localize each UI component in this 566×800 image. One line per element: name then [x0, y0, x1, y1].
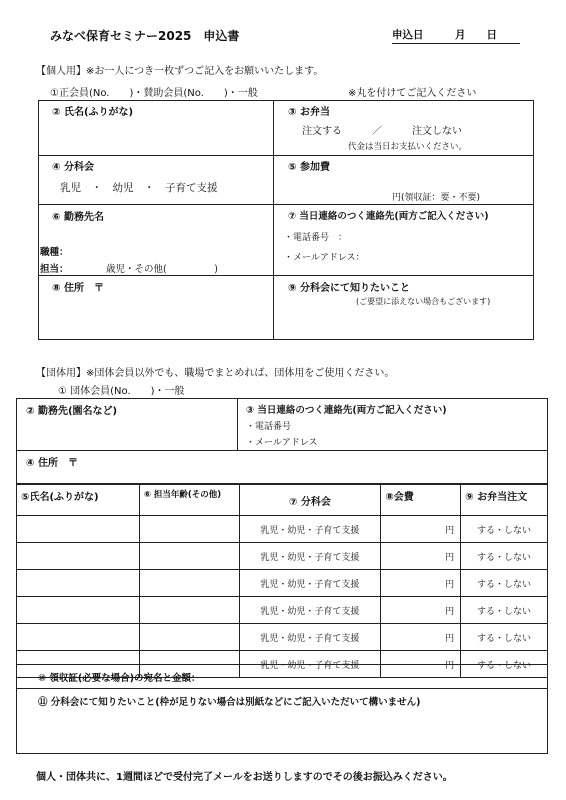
column-header-name: ⑤氏名(ふりがな)	[17, 485, 140, 516]
individual-wish-field[interactable]: ⑨ 分科会にて知りたいこと	[288, 283, 410, 294]
bento-cell[interactable]: する・しない	[461, 570, 548, 597]
group-workplace-field[interactable]: ② 勤務先(園名など)	[26, 406, 118, 417]
group-email-field[interactable]: ・メールアドレス	[246, 438, 318, 448]
bento-cell[interactable]: する・しない	[461, 597, 548, 624]
individual-section-title: 【個人用】※お一人につき一枚ずつご記入をお願いいたします。	[36, 66, 324, 77]
individual-bunkakai-label: ④ 分科会	[52, 162, 94, 173]
bento-cell[interactable]: する・しない	[461, 624, 548, 651]
age-cell[interactable]	[139, 624, 239, 651]
bunkakai-cell[interactable]: 乳児・幼児・子育て支援	[239, 543, 381, 570]
individual-charge-label: 担当：	[40, 264, 69, 275]
group-member-table	[16, 484, 548, 678]
individual-address-field[interactable]: ⑧ 住所 〒	[52, 283, 104, 294]
bunkakai-cell[interactable]: 乳児・幼児・子育て支援	[239, 570, 381, 597]
name-cell[interactable]	[17, 570, 140, 597]
fee-cell[interactable]: 円	[381, 543, 461, 570]
group-phone-field[interactable]: ・電話番号	[246, 422, 292, 432]
bunkakai-cell[interactable]: 乳児・幼児・子育て支援	[239, 516, 381, 543]
individual-member-note: ※丸を付けてご記入ください	[348, 88, 477, 99]
fee-cell[interactable]: 円	[381, 570, 461, 597]
column-header-bento: ⑨ お弁当注文	[461, 485, 548, 516]
individual-contact-label: ⑦ 当日連絡のつく連絡先(両方ご記入ください)	[288, 211, 489, 222]
table-row	[17, 597, 548, 624]
name-cell[interactable]	[17, 597, 140, 624]
table-row	[17, 570, 548, 597]
table-row	[17, 516, 548, 543]
column-header-fee: ⑧会費	[381, 485, 461, 516]
table-row	[17, 624, 548, 651]
individual-workplace-field[interactable]: ⑥ 勤務先名	[52, 212, 104, 223]
individual-fee-label: ⑤ 参加費	[288, 162, 330, 173]
individual-bento-label: ③ お弁当	[288, 107, 330, 118]
application-date-field[interactable]: 申込日 月 日	[392, 27, 520, 44]
table-row	[17, 543, 548, 570]
individual-name-field[interactable]: ② 氏名(ふりがな)	[52, 107, 134, 118]
name-cell[interactable]	[17, 624, 140, 651]
individual-email-field[interactable]: ・メールアドレス：	[284, 253, 365, 263]
form-title: みなべ保育セミナー2025 申込書	[50, 29, 240, 43]
footer-note: 個人・団体共に、1週間ほどで受付完了メールをお送りしますのでその後お振込みください。	[36, 772, 453, 783]
individual-member-type[interactable]: ①正会員(No. )・賛助会員(No. )・一般	[50, 88, 258, 99]
individual-bento-note: 代金は当日お支払いください。	[348, 142, 468, 152]
age-cell[interactable]	[139, 543, 239, 570]
fee-cell[interactable]: 円	[381, 651, 461, 678]
receipt-field[interactable]: ⑩ 領収証(必要な場合)の宛名と金額：	[38, 673, 201, 684]
table-header-row	[17, 485, 548, 516]
individual-fee-field[interactable]: 円(領収証：要・不要)	[392, 193, 481, 203]
group-contact-label: ③ 当日連絡のつく連絡先(両方ご記入ください)	[246, 405, 447, 416]
individual-phone-field[interactable]: ・電話番号 ：	[284, 233, 348, 243]
individual-bunkakai-options[interactable]: 乳児 ・ 幼児 ・ 子育て支援	[60, 182, 218, 194]
age-cell[interactable]	[139, 570, 239, 597]
individual-charge-options[interactable]: 歳児・その他( )	[106, 264, 218, 275]
group-section-title: 【団体用】※団体会員以外でも、職場でまとめれば、団体用をご使用ください。	[36, 368, 395, 379]
group-wish-field[interactable]: ⑪ 分科会にて知りたいこと(枠が足りない場合は別紙などにご記入いただいて構いません)	[38, 697, 421, 708]
group-member-type[interactable]: ① 団体会員(No. )・一般	[58, 386, 185, 397]
individual-job-field[interactable]: 職種：	[40, 247, 69, 258]
column-header-age: ⑥ 担当年齢(その他)	[139, 485, 239, 516]
bento-cell[interactable]: する・しない	[461, 516, 548, 543]
bento-cell[interactable]: する・しない	[461, 543, 548, 570]
bunkakai-cell[interactable]: 乳児・幼児・子育て支援	[239, 597, 381, 624]
group-address-field[interactable]: ④ 住所 〒	[26, 458, 78, 469]
individual-bento-options[interactable]: 注文する ／ 注文しない	[302, 126, 462, 137]
bunkakai-cell[interactable]: 乳児・幼児・子育て支援	[239, 624, 381, 651]
fee-cell[interactable]: 円	[381, 597, 461, 624]
bento-cell[interactable]: する・しない	[461, 651, 548, 678]
bunkakai-cell[interactable]: 乳児・幼児・子育て支援	[239, 651, 381, 678]
column-header-bunkakai: ⑦ 分科会	[239, 485, 381, 516]
name-cell[interactable]	[17, 516, 140, 543]
age-cell[interactable]	[139, 516, 239, 543]
individual-wish-note: (ご要望に添えない場合もございます)	[356, 297, 491, 306]
age-cell[interactable]	[139, 597, 239, 624]
name-cell[interactable]	[17, 543, 140, 570]
fee-cell[interactable]: 円	[381, 624, 461, 651]
fee-cell[interactable]: 円	[381, 516, 461, 543]
